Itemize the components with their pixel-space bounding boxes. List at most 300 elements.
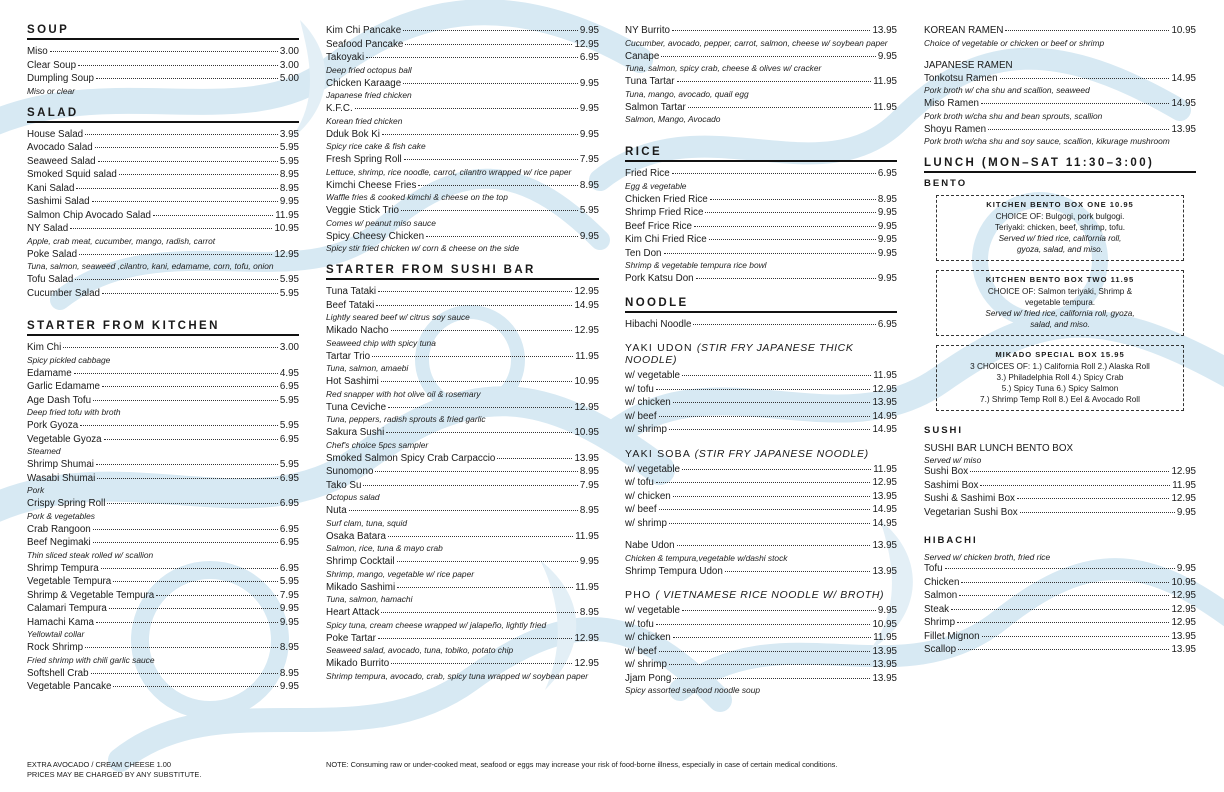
item-price: 13.95 <box>872 672 897 684</box>
dot-leader <box>982 636 1170 637</box>
menu-item <box>924 616 1196 630</box>
item-name: Shrimp & Vegetable Tempura <box>27 589 155 601</box>
item-price: 13.95 <box>1171 630 1196 642</box>
item-name: Sushi Box <box>924 466 969 477</box>
item-price: 8.95 <box>279 667 299 679</box>
bento-box-line: 3.) Philadelphia Roll 4.) Spicy Crab <box>996 373 1124 382</box>
item-price: 11.95 <box>575 530 599 542</box>
item-price: 11.95 <box>873 76 897 87</box>
menu-column-2 <box>326 24 599 683</box>
menu-item <box>326 426 599 440</box>
item-description: Thin sliced steak rolled w/ scallion <box>27 549 154 560</box>
dot-leader <box>958 649 1169 650</box>
item-name: K.F.C. <box>326 103 353 114</box>
dot-leader <box>688 107 871 108</box>
menu-item <box>625 233 897 247</box>
dot-leader <box>673 496 871 497</box>
menu-item <box>326 350 599 364</box>
item-name: Sashimi Box <box>924 479 979 491</box>
item-name: Shrimp <box>924 617 956 628</box>
item-price: 9.95 <box>279 616 299 628</box>
item-price: 11.95 <box>873 463 897 475</box>
item-description: Choice of vegetable or chicken or beef or shrimp <box>924 37 1105 48</box>
item-name: Dumpling Soup <box>27 73 94 84</box>
section-note: Served w/ chicken broth, fried rice <box>924 552 1051 562</box>
section-title: RICE <box>625 146 897 162</box>
dot-leader <box>95 147 278 148</box>
item-price: 13.95 <box>1171 123 1196 135</box>
menu-item <box>27 575 299 589</box>
item-name: Mikado Nacho <box>326 325 389 336</box>
bento-box <box>936 270 1184 336</box>
item-price: 12.95 <box>872 383 897 395</box>
extras-line-1: EXTRA AVOCADO / CREAM CHEESE 1.00 <box>27 760 172 769</box>
dot-leader <box>664 253 876 254</box>
menu-item <box>625 658 897 672</box>
menu-item <box>326 324 599 338</box>
item-name: Tuna Tartar <box>625 76 675 87</box>
section-heading: JAPANESE RAMEN <box>924 59 1013 71</box>
menu-item <box>326 299 599 313</box>
item-name: Crab Rangoon <box>27 523 91 535</box>
item-description: Pork <box>27 485 45 495</box>
item-description: Deep fried octopus ball <box>326 64 412 75</box>
menu-item <box>625 423 897 437</box>
item-description: Lettuce, shrimp, rice noodle, carrot, cilantro wrapped w/ rice paper <box>326 166 572 177</box>
menu-item <box>27 209 299 223</box>
subsection-title <box>625 342 897 366</box>
dot-leader <box>113 686 277 687</box>
item-name: Rock Shrimp <box>27 642 84 653</box>
item-name: Vegetable Pancake <box>27 681 112 692</box>
item-name: Takoyaki <box>326 52 365 63</box>
item-name: NY Salad <box>27 223 69 234</box>
menu-item <box>27 667 299 681</box>
item-name: Smoked Squid salad <box>27 169 117 180</box>
item-price: 14.95 <box>872 410 897 422</box>
dot-leader <box>119 174 278 175</box>
section-title: SALAD <box>27 107 299 123</box>
bento-box-line: 3 CHOICES OF: 1.) California Roll 2.) Alaska Roll <box>970 362 1150 371</box>
dot-leader <box>376 305 572 306</box>
item-description: Comes w/ peanut miso sauce <box>326 217 436 228</box>
item-description: Tuna, salmon, hamachi <box>326 594 413 604</box>
section-title: LUNCH (MON–SAT 11:30–3:00) <box>924 157 1196 173</box>
menu-item <box>27 341 299 355</box>
item-price: 13.95 <box>872 565 897 577</box>
item-name: Kim Chi <box>27 342 62 353</box>
item-name: Mikado Burrito <box>326 658 390 669</box>
menu-item <box>27 536 299 550</box>
item-price: 9.95 <box>579 128 599 140</box>
item-name: w/ shrimp <box>625 424 667 435</box>
dot-leader <box>418 185 578 186</box>
item-price: 9.95 <box>1176 506 1196 518</box>
dot-leader <box>156 595 278 596</box>
dot-leader <box>92 201 278 202</box>
item-price: 12.95 <box>1171 603 1196 615</box>
item-price: 5.95 <box>279 274 299 285</box>
item-description: Pork broth w/cha shu and soy sauce, scallion, kikurage mushroom <box>924 136 1170 146</box>
item-description: Waffle fries & cooked kimchi & cheese on the top <box>326 192 508 202</box>
item-name: w/ beef <box>625 410 657 422</box>
subsection-name: PHO <box>625 589 652 601</box>
dot-leader <box>386 432 572 433</box>
item-name: w/ tofu <box>625 383 654 395</box>
dot-leader <box>661 56 876 57</box>
item-description: Chicken & tempura,vegetable w/dashi stock <box>625 552 788 563</box>
item-name: Beef Tataki <box>326 299 375 311</box>
item-name: Clear Soup <box>27 59 77 71</box>
dot-leader <box>696 278 876 279</box>
menu-item <box>27 45 299 59</box>
dot-leader <box>957 622 1169 623</box>
item-price: 9.95 <box>279 196 299 207</box>
item-price: 9.95 <box>279 603 299 614</box>
menu-item <box>625 75 897 89</box>
item-description: Yellowtail collar <box>27 629 85 639</box>
item-name: Crispy Spring Roll <box>27 498 106 509</box>
section-title: NOODLE <box>625 297 897 313</box>
menu-item <box>625 369 897 383</box>
menu-item <box>27 380 299 394</box>
menu-item <box>326 465 599 479</box>
menu-item <box>27 195 299 209</box>
dot-leader <box>403 30 578 31</box>
bento-box <box>936 195 1184 261</box>
item-price: 12.95 <box>872 477 897 488</box>
menu-item <box>27 72 299 86</box>
item-price: 14.95 <box>872 504 897 515</box>
section-title: STARTER FROM KITCHEN <box>27 320 299 336</box>
dot-leader <box>366 57 578 58</box>
menu-item <box>625 631 897 645</box>
item-name: Seafood Pancake <box>326 38 404 50</box>
bento-box-line: Served w/ fried rice, california roll, <box>998 234 1122 243</box>
item-name: Tartar Trio <box>326 350 371 362</box>
menu-item <box>625 396 897 410</box>
dot-leader <box>970 471 1169 472</box>
bento-box-title: KITCHEN BENTO BOX ONE 10.95 <box>986 200 1134 209</box>
item-price: 11.95 <box>873 101 897 113</box>
dot-leader <box>109 608 278 609</box>
item-description: Salmon, rice, tuna & mayo crab <box>326 543 443 553</box>
item-price: 8.95 <box>579 179 599 191</box>
item-price: 9.95 <box>877 234 897 245</box>
item-name: Sunomono <box>326 466 374 477</box>
subsection-title <box>625 589 897 601</box>
item-name: KOREAN RAMEN <box>924 25 1004 36</box>
item-price: 8.95 <box>579 466 599 477</box>
menu-item <box>625 206 897 220</box>
item-price: 8.95 <box>279 169 299 180</box>
dot-leader <box>677 81 872 82</box>
dot-leader <box>93 542 278 543</box>
dot-leader <box>381 612 578 613</box>
item-name: Tofu Salad <box>27 274 74 285</box>
item-description: Tuna, salmon, spicy crab, cheese & olives w/ cracker <box>625 63 822 73</box>
item-description: Miso or clear <box>27 85 75 96</box>
menu-item <box>625 50 897 64</box>
dot-leader <box>98 161 278 162</box>
item-name: Hamachi Kama <box>27 616 94 628</box>
section-note: Served w/ miso <box>924 455 982 465</box>
item-description: Fried shrimp with chili garlic sauce <box>27 654 155 665</box>
menu-item <box>924 643 1196 657</box>
item-name: NY Burrito <box>625 25 671 36</box>
menu-item <box>326 530 599 544</box>
item-description: Deep fried tofu with broth <box>27 407 121 417</box>
item-name: Hibachi Noodle <box>625 318 692 330</box>
item-name: w/ beef <box>625 504 657 515</box>
item-name: Chicken Fried Rice <box>625 193 708 205</box>
item-price: 9.95 <box>877 220 897 232</box>
subsection-subtitle: ( VIETNAMESE RICE NOODLE W/ BROTH) <box>655 589 885 601</box>
item-price: 13.95 <box>872 540 897 551</box>
dot-leader <box>113 581 278 582</box>
item-name: Garlic Edamame <box>27 381 100 392</box>
item-price: 14.95 <box>872 424 897 435</box>
item-name: Edamame <box>27 367 72 379</box>
item-name: Shoyu Ramen <box>924 123 987 135</box>
section-title: SOUP <box>27 24 299 40</box>
item-price: 8.95 <box>279 642 299 653</box>
menu-item <box>625 565 897 579</box>
item-price: 12.95 <box>574 632 599 644</box>
dot-leader <box>401 210 578 211</box>
bento-box-line: CHOICE OF: Salmon teriyaki, Shrimp & <box>987 287 1133 296</box>
item-price: 10.95 <box>274 223 299 234</box>
dot-leader <box>961 582 1169 583</box>
dot-leader <box>80 425 278 426</box>
dot-leader <box>656 624 871 625</box>
dot-leader <box>378 638 573 639</box>
item-price: 12.95 <box>574 401 599 413</box>
menu-column-4 <box>924 24 1196 657</box>
dot-leader <box>404 159 578 160</box>
item-price: 9.95 <box>579 77 599 89</box>
item-price: 9.95 <box>877 273 897 284</box>
item-name: Pork Gyoza <box>27 420 79 431</box>
item-price: 10.95 <box>574 376 599 387</box>
dot-leader <box>97 478 278 479</box>
dot-leader <box>951 609 1169 610</box>
menu-item <box>326 555 599 569</box>
menu-item <box>27 182 299 196</box>
bento-box-line: Teriyaki: chicken, beef, shrimp, tofu. <box>994 223 1126 232</box>
menu-item <box>27 641 299 655</box>
food-safety-text: NOTE: Consuming raw or under-cooked meat, seafood or eggs may increase your risk of food-borne illness, especially in case of certain medical conditions. <box>326 760 838 769</box>
item-description: Pork & vegetables <box>27 510 95 521</box>
item-description: Steamed <box>27 446 61 456</box>
item-name: w/ shrimp <box>625 517 667 529</box>
item-price: 10.95 <box>1171 25 1196 36</box>
bento-box-line: 5.) Spicy Tuna 6.) Spicy Salmon <box>1001 384 1119 393</box>
menu-item <box>924 465 1196 479</box>
item-name: Shrimp Fried Rice <box>625 207 704 218</box>
dot-leader <box>102 293 278 294</box>
dot-leader <box>672 30 870 31</box>
dot-leader <box>497 458 572 459</box>
item-price: 6.95 <box>279 498 299 509</box>
item-price: 8.95 <box>877 193 897 205</box>
menu-item <box>27 458 299 472</box>
menu-item <box>625 318 897 332</box>
menu-column-1 <box>27 24 299 694</box>
item-name: Sashimi Salad <box>27 196 90 207</box>
menu-item <box>27 472 299 486</box>
item-price: 5.95 <box>579 205 599 216</box>
item-price: 5.00 <box>279 73 299 84</box>
item-price: 3.00 <box>279 46 299 57</box>
menu-item <box>924 72 1196 86</box>
menu-item <box>27 222 299 236</box>
dot-leader <box>79 254 272 255</box>
item-price: 6.95 <box>877 318 897 330</box>
item-name: House Salad <box>27 128 84 140</box>
item-price: 5.95 <box>279 155 299 167</box>
dot-leader <box>959 595 1169 596</box>
item-price: 12.95 <box>574 38 599 50</box>
menu-item <box>625 503 897 517</box>
bento-box-line: vegetable tempura. <box>1024 298 1096 307</box>
menu-item <box>326 479 599 493</box>
menu-item <box>625 645 897 659</box>
item-name: Vegetarian Sushi Box <box>924 506 1018 518</box>
menu-item <box>924 630 1196 644</box>
item-price: 12.95 <box>1171 617 1196 628</box>
dot-leader <box>78 65 278 66</box>
dot-leader <box>673 402 871 403</box>
dot-leader <box>945 568 1175 569</box>
item-price: 6.95 <box>279 381 299 392</box>
item-price: 12.95 <box>1171 466 1196 477</box>
item-name: Vegetable Gyoza <box>27 433 102 445</box>
menu-item <box>625 410 897 424</box>
item-name: Miso <box>27 46 48 57</box>
menu-item <box>326 204 599 218</box>
menu-item <box>625 220 897 234</box>
item-price: 11.95 <box>873 632 897 643</box>
dot-leader <box>107 503 278 504</box>
item-price: 13.95 <box>872 397 897 408</box>
dot-leader <box>388 407 572 408</box>
item-price: 10.95 <box>1171 576 1196 588</box>
item-price: 6.95 <box>279 433 299 445</box>
item-price: 9.95 <box>877 247 897 259</box>
menu-item <box>326 102 599 116</box>
item-name: Chicken Karaage <box>326 77 402 89</box>
dot-leader <box>397 561 578 562</box>
dot-leader <box>104 439 278 440</box>
menu-item <box>326 153 599 167</box>
dot-leader <box>1000 78 1170 79</box>
item-name: Steak <box>924 603 950 615</box>
dot-leader <box>75 279 278 280</box>
menu-item <box>625 604 897 618</box>
menu-item <box>625 517 897 531</box>
spacer <box>924 50 1196 59</box>
menu-item <box>27 394 299 408</box>
dot-leader <box>349 510 578 511</box>
dot-leader <box>669 664 871 665</box>
item-description: Red snapper with hot olive oil & rosemary <box>326 388 481 399</box>
menu-item <box>625 24 897 38</box>
item-name: Kim Chi Pancake <box>326 25 402 36</box>
dot-leader <box>1020 512 1175 513</box>
dot-leader <box>391 330 573 331</box>
dot-leader <box>710 199 876 200</box>
dot-leader <box>50 51 278 52</box>
menu-item <box>924 589 1196 603</box>
dot-leader <box>91 673 278 674</box>
menu-column-3 <box>625 24 897 697</box>
item-description: Seaweed salad, avocado, tuna, tobiko, potato chip <box>326 645 514 655</box>
item-price: 5.95 <box>279 287 299 299</box>
dot-leader <box>981 103 1169 104</box>
food-safety-note <box>326 760 837 770</box>
dot-leader <box>673 678 870 679</box>
menu-item <box>27 155 299 169</box>
menu-item <box>326 581 599 595</box>
dot-leader <box>391 663 572 664</box>
item-name: Salmon Tartar <box>625 101 686 113</box>
menu-item <box>27 589 299 603</box>
item-name: Salmon Chip Avocado Salad <box>27 209 151 221</box>
item-name: Nuta <box>326 505 347 516</box>
item-description: Pork broth w/ cha shu and scallion, seaweed <box>924 85 1090 95</box>
item-price: 14.95 <box>1171 72 1196 84</box>
dot-leader <box>93 400 278 401</box>
menu-item <box>27 419 299 433</box>
item-name: w/ chicken <box>625 397 671 408</box>
item-name: Kim Chi Fried Rice <box>625 234 707 245</box>
item-price: 13.95 <box>872 659 897 670</box>
dot-leader <box>405 44 572 45</box>
dot-leader <box>381 381 573 382</box>
item-description: Lightly seared beef w/ citrus soy sauce <box>326 312 470 322</box>
item-name: Poke Tartar <box>326 632 376 644</box>
dot-leader <box>372 356 573 357</box>
item-name: w/ chicken <box>625 632 671 643</box>
item-name: w/ shrimp <box>625 659 667 670</box>
item-price: 7.95 <box>279 589 299 601</box>
bento-box <box>936 345 1184 411</box>
item-price: 13.95 <box>574 452 599 464</box>
menu-item <box>326 632 599 646</box>
item-price: 12.95 <box>574 286 599 297</box>
subsection-title: BENTO <box>924 178 968 189</box>
dot-leader <box>355 108 578 109</box>
menu-item <box>326 401 599 415</box>
item-price: 13.95 <box>1171 644 1196 655</box>
dot-leader <box>669 429 871 430</box>
item-price: 11.95 <box>1172 479 1196 491</box>
dot-leader <box>76 188 278 189</box>
item-name: Miso Ramen <box>924 98 979 109</box>
dot-leader <box>70 228 272 229</box>
menu-item <box>625 476 897 490</box>
subsection-subtitle: (STIR FRY JAPANESE THICK NOODLE) <box>625 342 854 366</box>
item-description: Japanese fried chicken <box>326 90 412 100</box>
item-name: Osaka Batara <box>326 530 386 542</box>
menu-item <box>27 497 299 511</box>
dot-leader <box>388 536 573 537</box>
dot-leader <box>677 545 871 546</box>
item-description: Korean fried chicken <box>326 115 403 126</box>
item-price: 8.95 <box>579 607 599 618</box>
item-price: 11.95 <box>275 209 299 221</box>
